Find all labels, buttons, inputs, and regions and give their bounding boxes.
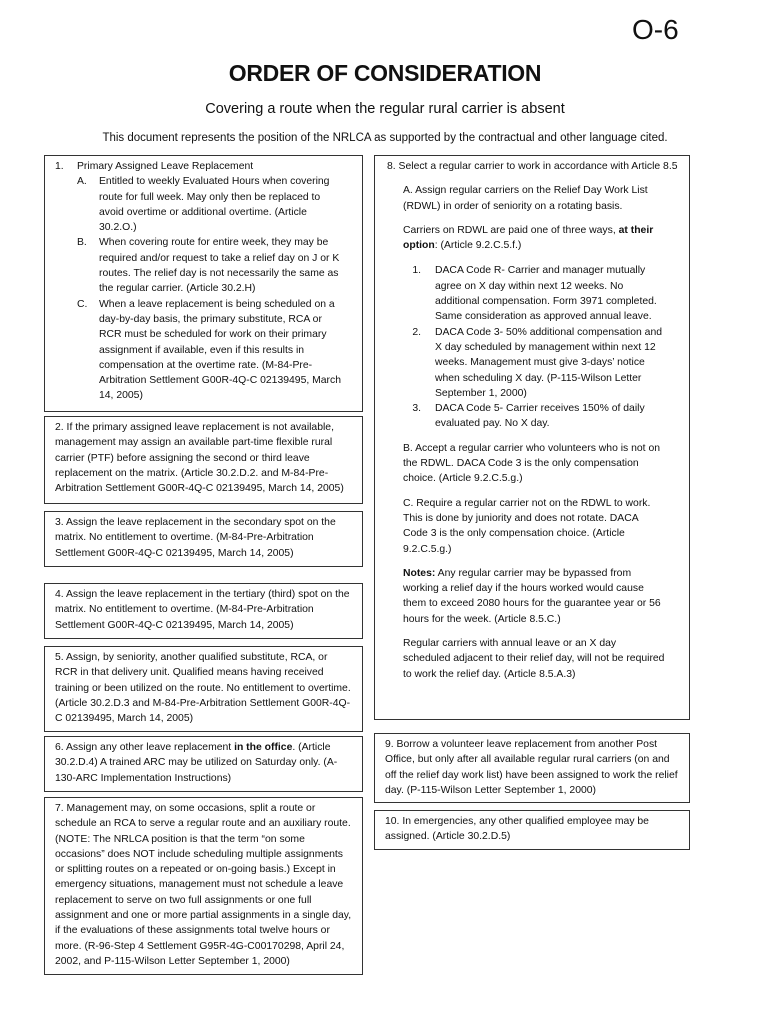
step-10-text: 10. In emergencies, any other qualified employee may be assigned. (Article 30.2.D.5) — [385, 816, 649, 843]
step-4-box — [44, 583, 363, 639]
notes-text: Any regular carrier may be bypassed from working a relief day if the hours worked would cause them to exceed 2080 hours for the guarantee year or 56 hours for the week. (Article 8.5.C.) — [403, 567, 661, 625]
step-2-box — [44, 416, 363, 504]
item-text: Entitled to weekly Evaluated Hours when covering route for full week. May only then be replaced to avoid overtime or additional overtime. (Article 30.2.O.) — [99, 176, 330, 234]
page-id: O-6 — [632, 14, 679, 45]
step-10-box — [374, 810, 690, 850]
pay-option — [391, 263, 679, 324]
step-1-item — [77, 174, 352, 235]
step-4-text: 4. Assign the leave replacement in the tertiary (third) spot on the matrix. No entitlement to overtime. (M-84-Pre-Arbitration Settlement G00R-4Q-C 02139495, March 14, 2005) — [55, 589, 350, 631]
step-6-text-start: 6. Assign any other leave replacement — [55, 742, 235, 753]
step-8-option-c: C. Require a regular carrier not on the RDWL to work. This is done by juniority and does not rotate. DACA Code 3 is the only compensation choice. (Article 9.2.C.5.g.) — [403, 497, 651, 555]
step-3-box — [44, 511, 363, 567]
step-3-text: 3. Assign the leave replacement in the secondary spot on the matrix. No entitlement to overtime. (M-84-Pre-Arbitration Settlement G00R-4Q-C 02139495, March 14, 2005) — [55, 517, 336, 559]
pay-option-number: 1. — [412, 265, 421, 277]
item-text: When a leave replacement is being scheduled on a day-by-day basis, the primary substitute, RCA or RCR must be scheduled for work on their primary assignment if available, even if this results in compensation at the overtime rate. (M-84-Pre-Arbitration Settlement G00R-4Q-C 02139495, March 14, 2005) — [99, 298, 341, 402]
page-subtitle: Covering a route when the regular rural carrier is absent — [205, 101, 565, 117]
pay-note-emphasis: at their option — [403, 224, 654, 252]
notes-label: Notes: — [403, 567, 436, 579]
step-7-box — [44, 797, 363, 975]
item-letter: B. — [77, 237, 87, 249]
pay-note-end: : (Article 9.2.C.5.f.) — [434, 240, 522, 252]
page-title: ORDER OF CONSIDERATION — [228, 60, 542, 86]
step-5-box — [44, 646, 363, 732]
step-2-text: 2. If the primary assigned leave replacement is not available, management may assign an available part-time flexible rural carrier (PTF) before assigning the second or third leave replacement on the matrix. (Article 30.2.D.2. and M-84-Pre-Arbitration Settlement G00R-4Q-C 02139495, March 14, 2005) — [55, 422, 344, 495]
step-8-box — [374, 155, 690, 720]
step-8-annual-leave: Regular carriers with annual leave or an X day scheduled adjacent to their relief day, will not be required to work the relief day. (Article 8.5.A.3) — [403, 638, 665, 680]
step-8-heading: 8. Select a regular carrier to work in accordance with Article 8.5 — [387, 161, 678, 172]
item-letter: A. — [77, 176, 87, 188]
step-6-emphasis: in the office — [234, 742, 293, 753]
step-9-text: 9. Borrow a volunteer leave replacement from another Post Office, but only after all available regular rural carriers (on and off the relief day work list) have been assigned to work the relief day. (P-115-Wilson Letter September 1, 2000) — [385, 739, 678, 796]
pay-option-text: DACA Code 5- Carrier receives 150% of daily evaluated pay. No X day. — [435, 403, 645, 430]
step-1-item — [77, 235, 352, 296]
step-8-option-a: A. Assign regular carriers on the Relief Day Work List (RDWL) in order of seniority on a rotating basis. — [403, 185, 648, 212]
step-6-text — [55, 740, 352, 786]
item-text: When covering route for entire week, they may be required and/or request to take a relief day on J or K routes. The relief day is not necessarily the same as the regular carrier. (Article 30.2.H) — [99, 237, 340, 295]
item-letter: C. — [77, 298, 88, 310]
step-7-text: 7. Management may, on some occasions, split a route or schedule an RCA to serve a regular route and an auxiliary route. (NOTE: The NRLCA position is that the term “on some occasions” does NOT include scheduling multiple assignments or splitting routes on a repeated or on-going basis.) Except in emergency situations, management must not schedule a leave replacement to serve on two full assignments or one full assignment and one or more partial assignments in a single day, if the evaluations of these assignments total twelve hours or more. (R-96-Step 4 Settlement G95R-4G-C00170298, April 24, 2002, and P-115-Wilson Letter September 1, 2000) — [55, 803, 352, 967]
step-1-box — [44, 155, 363, 412]
step-5-text: 5. Assign, by seniority, another qualified substitute, RCA, or RCR in that delivery unit. Qualified means having received training or been utilized on the route. No entitlement to overtime. (Article 30.2.D.3 and M-84-Pre-Arbitration Settlement G00R-4Q-C 02139495, March 14, 2005) — [55, 652, 351, 725]
step-8-notes — [387, 566, 679, 627]
pay-option-number: 3. — [412, 403, 421, 415]
pay-option-text: DACA Code 3- 50% additional compensation and X day scheduled by management within next 12 weeks. Management must give 3-days’ notice when scheduling X day. (P-115-Wilson Letter September 1, 2000) — [435, 326, 663, 399]
step-8-pay-note — [387, 223, 679, 254]
step-6-text-end: . (Article 30.2.D.4) A trained ARC may be utilized on Saturday only. (A-130-ARC Implementation Instructions) — [55, 742, 338, 784]
step-9-box — [374, 733, 690, 803]
step-1-item — [77, 297, 352, 404]
step-8-option-b: B. Accept a regular carrier who volunteers who is not on the RDWL. DACA Code 3 is the only compensation choice. (Article 9.2.C.5.g.) — [403, 442, 661, 485]
pay-option-number: 2. — [412, 326, 421, 338]
step-1-number: 1. — [55, 161, 64, 172]
pay-note-start: Carriers on RDWL are paid one of three ways, — [403, 224, 619, 236]
pay-option — [391, 325, 679, 401]
pay-option — [391, 401, 679, 432]
step-1-heading: Primary Assigned Leave Replacement — [77, 161, 254, 172]
step-6-box — [44, 736, 363, 792]
intro-text: This document represents the position of the NRLCA as supported by the contractual and other language cited. — [102, 132, 668, 144]
pay-option-text: DACA Code R- Carrier and manager mutually agree on X day within next 12 weeks. No additional compensation. Form 3971 completed. Same consideration as approved annual leave. — [435, 265, 657, 323]
